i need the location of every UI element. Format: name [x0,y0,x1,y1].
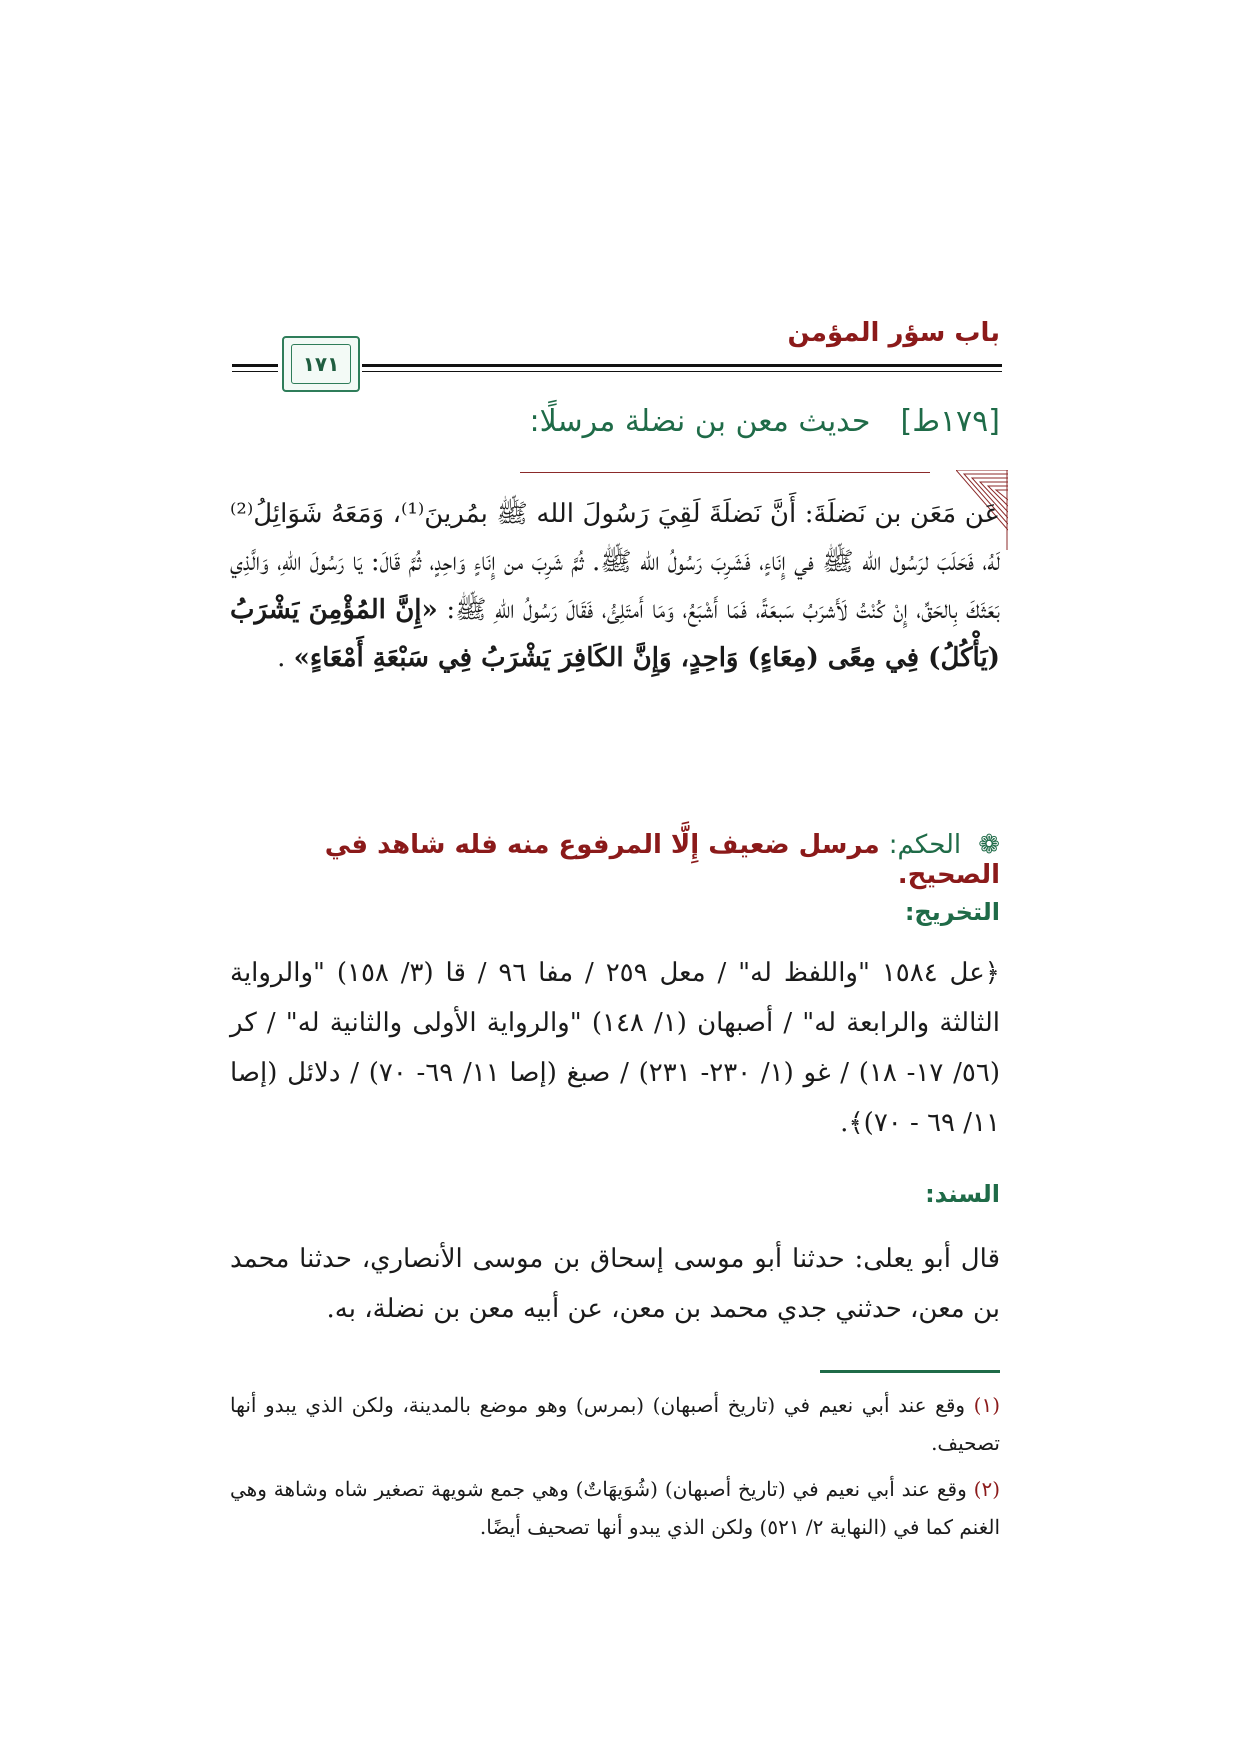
hadith-end: . [277,643,286,673]
flower-ornament-icon: ❁ [978,830,1000,860]
footnote-number: (٢) [973,1477,1001,1501]
header-rule-left [232,364,278,367]
footnote-text: وقع عند أبي نعيم في (تاريخ أصبهان) (شُوَيهَاتٌ) وهي جمع شويهة تصغير شاه وشاهة وهي الغنم كما في (النهاية ٢/ ٥٢١) ولكن الذي يبدو أنها تصحيف أيضًا. [230,1477,1000,1539]
page-number-badge [282,336,360,392]
ruling-label: الحكم: [888,830,962,860]
section-title: حديث معن بن نضلة مرسلًا: [529,404,871,439]
footnote-text: وقع عند أبي نعيم في (تاريخ أصبهان) (بمرس) وهو موضع بالمدينة، ولكن الذي يبدو أنها تصحيف. [230,1393,1000,1455]
footnote-separator [820,1370,1000,1373]
hadith-text [230,490,1000,682]
chapter-title: باب سؤر المؤمن [787,318,1000,348]
takhrij-heading: التخريج: [904,898,1000,926]
sanad-text: قال أبو يعلى: حدثنا أبو موسى إسحاق بن موسى الأنصاري، حدثنا محمد بن معن، حدثني جدي محمد بن معن، عن أبيه معن بن نضلة، به. [230,1244,1000,1324]
ornament-line [520,472,930,473]
header-rule-thin [362,371,1002,372]
ruling-line [230,830,1000,890]
footnotes [230,1386,1000,1554]
page-number: ١٧١ [291,344,351,384]
header-rule [362,364,1002,367]
hadith-narration: عَن مَعَن بن نَضلَةَ: أَنَّ نَضلَةَ لَقِيَ رَسُولَ الله ﷺ بمُرينَ⁽¹⁾، وَمَعَهُ شَوَائِلُ⁽²⁾ لَهُ، فَحَلَبَ لرَسُول الله ﷺ في إِنَاءٍ، فَشَرِبَ رَسُولُ الله ﷺ. ثُمَّ شَرِبَ من إِنَاءٍ وَاحِدٍ، ثُمَّ قَالَ: يَا رَسُولَ اللهِ، وَالَّذِي بَعَثَكَ بِالحَقِّ، إِنْ كُنْتُ لَأَشرَبُ سَبعَةً، فَمَا أَشْبَعُ، وَمَا أَمتَلِئُ، فَقَالَ رَسُولُ اللهِ ﷺ: [230,499,1001,625]
ruling-text: مرسل ضعيف إِلَّا المرفوع منه فله شاهد في الصحيح. [324,830,1000,890]
section-heading [530,404,1000,439]
footnote-number: (١) [973,1393,1001,1417]
hadith-quote: «إِنَّ المُؤْمِنَ يَشْرَبُ (يَأْكُلُ) فِي مِعًى (مِعَاءٍ) وَاحِدٍ، وَإِنَّ الكَافِرَ يَشْرَبُ فِي سَبْعَةِ أَمْعَاءٍ» [230,595,1000,673]
sanad-heading: السند: [925,1180,1000,1208]
footnote-2 [230,1470,1000,1546]
header-rule-left-thin [232,371,278,372]
takhrij-text: ﴿عل ١٥٨٤ "واللفظ له" / معل ٢٥٩ / مفا ٩٦ / قا (٣/ ١٥٨) "والرواية الثالثة والرابعة له" / أصبهان (١/ ١٤٨) "والرواية الأولى والثانية له" / كر (٥٦/ ١٧- ١٨) / غو (١/ ٢٣٠- ٢٣١) / صبغ (إصا ١١/ ٦٩- ٧٠) / دلائل (إصا ١١/ ٦٩ - ٧٠)﴾. [230,958,1000,1138]
section-number: [١٧٩ط] [900,404,1000,439]
footnote-1 [230,1386,1000,1462]
